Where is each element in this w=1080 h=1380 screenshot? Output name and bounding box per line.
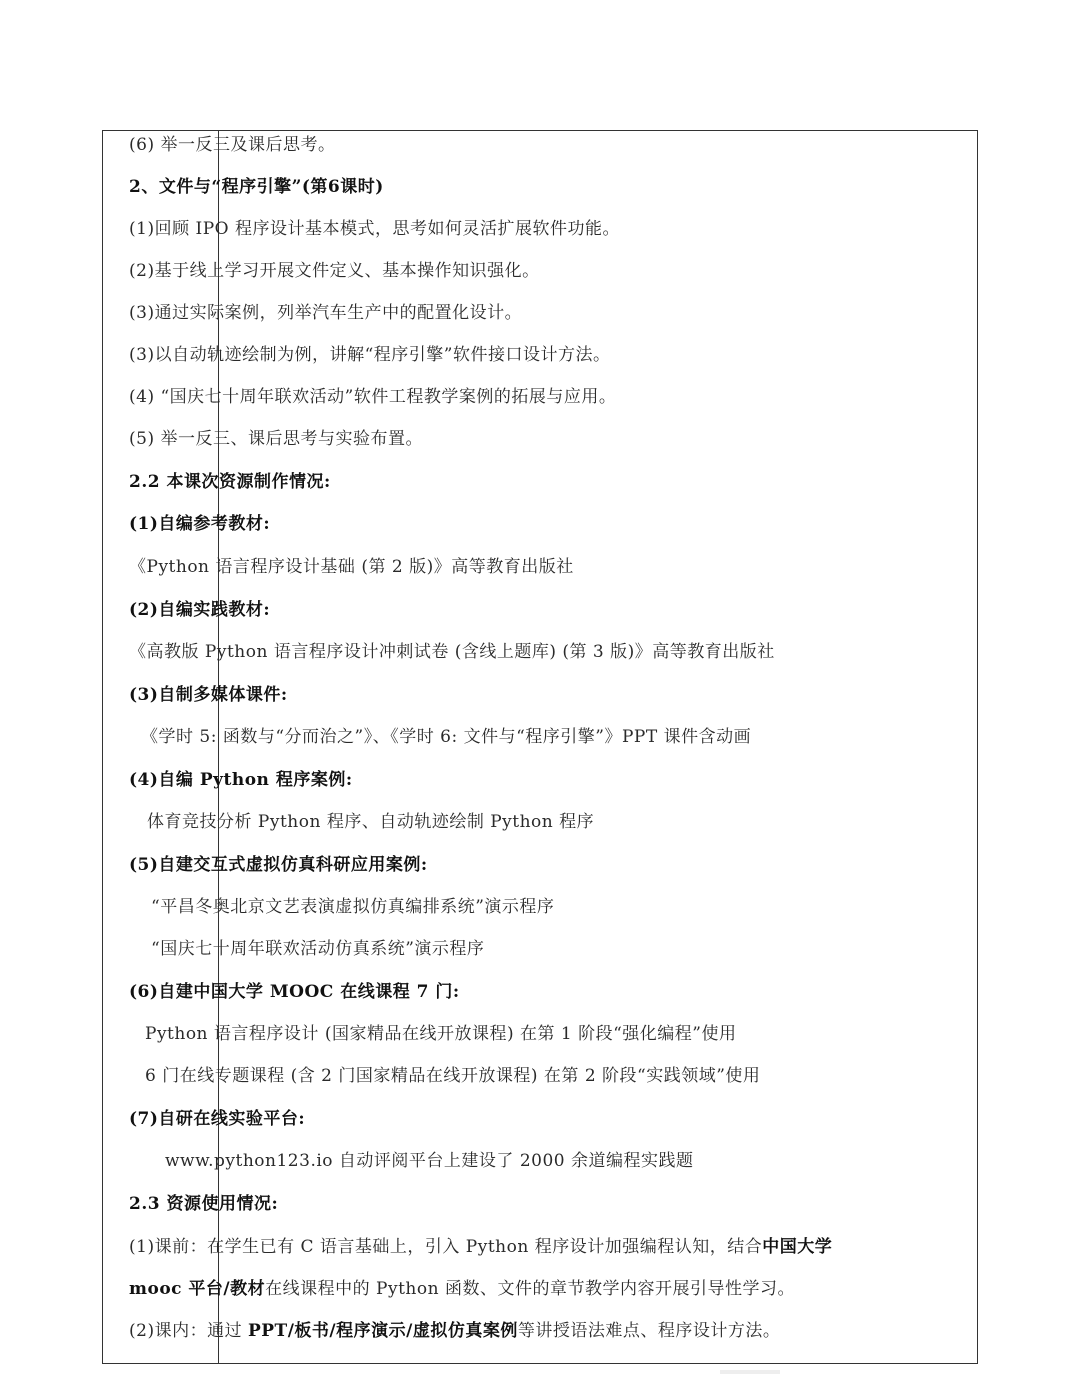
bold-text: (1)自编参考教材: (129, 514, 271, 534)
text-segment: Python 语言程序设计 (国家精品在线开放课程) 在第 1 阶段“强化编程”使用 (145, 1024, 737, 1044)
text-segment: (3)以自动轨迹绘制为例，讲解“程序引擎”软件接口设计方法。 (129, 345, 611, 365)
text-line (129, 555, 574, 579)
text-line (129, 512, 270, 536)
text-segment: 6 门在线专题课程 (含 2 门国家精品在线开放课程) 在第 2 阶段“实践领域”使用 (145, 1066, 761, 1086)
text-segment: (1)回顾 IPO 程序设计基本模式，思考如何灵活扩展软件功能。 (129, 219, 620, 239)
text-line (129, 175, 384, 199)
text-segment: (2)基于线上学习开展文件定义、基本操作知识强化。 (129, 261, 540, 281)
bold-text: PPT/板书/程序演示/虚拟仿真案例 (247, 1321, 518, 1341)
text-line (145, 1022, 737, 1046)
bold-text: (2)自编实践教材: (129, 600, 271, 620)
bold-text: 2.3 资源使用情况: (129, 1194, 279, 1214)
text-segment: 《高教版 Python 语言程序设计冲刺试卷 (含线上题库) (第 3 版)》高等教育出版社 (129, 642, 775, 662)
text-line (129, 598, 270, 622)
text-line (129, 640, 775, 664)
text-segment: (3)通过实际案例，列举汽车生产中的配置化设计。 (129, 303, 523, 323)
bold-text: (6)自建中国大学 MOOC 在线课程 7 门: (129, 982, 460, 1002)
text-segment: “平昌冬奥北京文艺表演虚拟仿真编排系统”演示程序 (151, 897, 555, 917)
text-line (129, 1107, 305, 1131)
text-line (129, 301, 522, 325)
text-line (129, 343, 610, 367)
bold-text: (4)自编 Python 程序案例: (129, 770, 353, 790)
text-segment: (4) “国庆七十周年联欢活动”软件工程教学案例的拓展与应用。 (129, 387, 617, 407)
text-segment: 《学时 5: 函数与“分而治之”》、《学时 6: 文件与“程序引擎”》PPT 课件含动画 (141, 727, 752, 747)
table-content-cell (103, 131, 977, 1363)
text-segment: 在线课程中的 Python 函数、文件的章节教学内容开展引导性学习。 (265, 1279, 795, 1299)
text-line (129, 1192, 278, 1216)
text-line (129, 980, 460, 1004)
text-line (165, 1149, 694, 1173)
text-line (147, 810, 594, 834)
text-line (129, 1319, 780, 1343)
text-segment: 等讲授语法难点、程序设计方法。 (517, 1321, 781, 1341)
text-line (145, 1064, 760, 1088)
text-line (129, 853, 428, 877)
text-segment: www.python123.io 自动评阅平台上建设了 2000 余道编程实践题 (165, 1151, 694, 1171)
text-segment: 《Python 语言程序设计基础 (第 2 版)》高等教育出版社 (129, 557, 574, 577)
bold-text: 中国大学 (762, 1237, 833, 1257)
text-segment: (2)课内：通过 (129, 1321, 248, 1341)
text-segment: (1)课前：在学生已有 C 语言基础上，引入 Python 程序设计加强编程认知，结合 (129, 1237, 763, 1257)
text-line (129, 683, 288, 707)
text-line (129, 1277, 795, 1301)
text-line (141, 725, 751, 749)
text-segment: “国庆七十周年联欢活动仿真系统”演示程序 (151, 939, 485, 959)
text-line (151, 895, 554, 919)
content-table (102, 130, 978, 1364)
page-bottom-mark (720, 1370, 780, 1374)
text-line (129, 259, 540, 283)
bold-text: 2.2 本课次资源制作情况: (129, 472, 331, 492)
bold-text: (7)自研在线实验平台: (129, 1109, 306, 1129)
bold-text: mooc 平台/教材 (129, 1279, 266, 1299)
text-line (129, 1235, 832, 1259)
bold-text: (5)自建交互式虚拟仿真科研应用案例: (129, 855, 428, 875)
bold-text: 2、文件与“程序引擎”(第6课时) (129, 177, 384, 197)
text-line (129, 385, 616, 409)
text-line (129, 427, 423, 451)
text-segment: (6) 举一反三及课后思考。 (129, 135, 336, 155)
bold-text: (3)自制多媒体课件: (129, 685, 288, 705)
text-segment: (5) 举一反三、课后思考与实验布置。 (129, 429, 423, 449)
text-line (129, 217, 620, 241)
text-line (151, 937, 484, 961)
text-line (129, 133, 335, 157)
text-line (129, 470, 331, 494)
text-segment: 体育竞技分析 Python 程序、自动轨迹绘制 Python 程序 (147, 812, 595, 832)
text-line (129, 768, 353, 792)
